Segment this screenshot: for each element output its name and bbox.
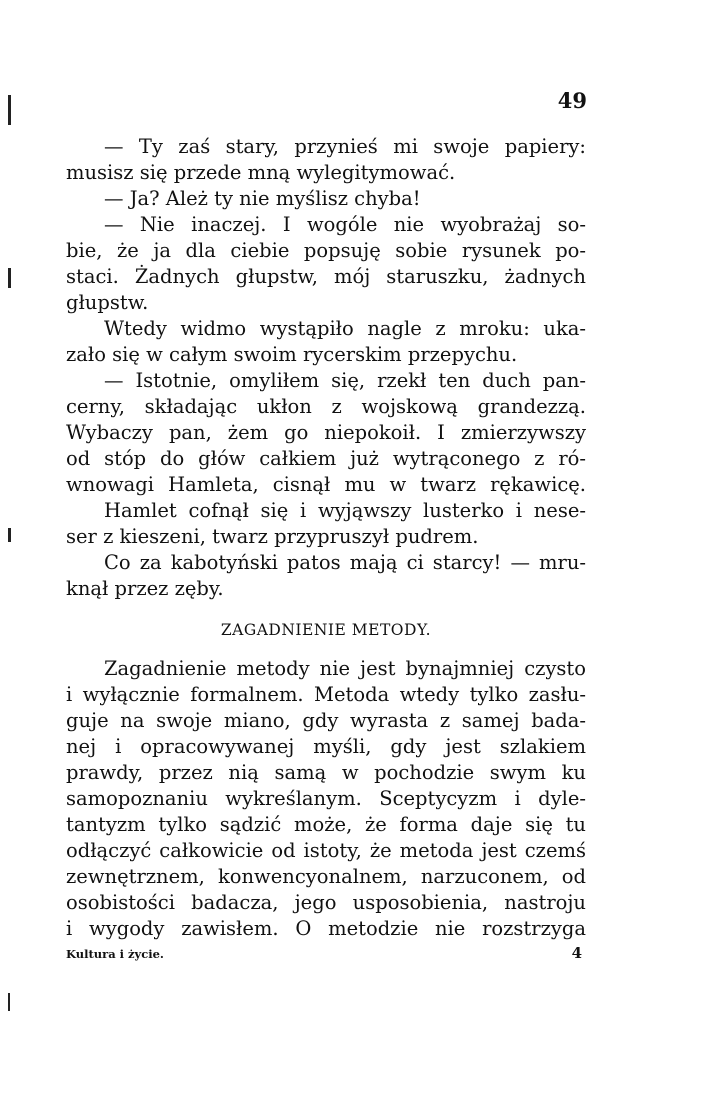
page-number: 49 [557,88,587,113]
paragraph [66,212,586,316]
text-line: i wygody zawisłem. O metodzie nie rozstrzyga [66,917,586,940]
paragraph [66,316,586,368]
footer-book-title: Kultura i życie. [66,947,164,961]
text-line: Wtedy widmo wystąpiło nagle z mroku: uka- [104,317,586,340]
text-line: samopoznaniu wykreślanym. Sceptycyzm i dyle- [66,787,586,810]
paragraphs-bottom [66,656,586,942]
paragraph [66,656,586,942]
text-line: Wybaczy pan, żem go niepokoił. I zmierzywszy [66,421,586,444]
text-line: wnowagi Hamleta, cisnął mu w twarz rękawicę. [66,473,586,496]
paragraph [66,134,586,186]
scan-mark [8,528,11,542]
text-line: bie, że ja dla ciebie popsuję sobie rysunek po- [66,239,586,262]
text-line: knął przez zęby. [66,577,224,600]
text-line: odłączyć całkowicie od istoty, że metoda jest czemś [66,839,586,862]
paragraphs-top [66,134,586,602]
text-line: cerny, składając ukłon z wojskową grandezzą. [66,395,586,418]
scan-mark [8,993,10,1011]
text-line: Hamlet cofnął się i wyjąwszy lusterko i nese- [104,499,586,522]
text-line: zało się w całym swoim rycerskim przepychu. [66,343,518,366]
text-line: — Ja? Ależ ty nie myślisz chyba! [104,187,421,210]
text-line: — Istotnie, omyliłem się, rzekł ten duch pan- [104,369,586,392]
text-line: głupstw. [66,291,149,314]
text-line: — Nie inaczej. I wogóle nie wyobrażaj so- [104,213,586,236]
text-line: guje na swoje miano, gdy wyrasta z samej bada- [66,709,586,732]
scan-mark [8,95,11,125]
section-heading: ZAGADNIENIE METODY. [220,621,432,639]
text-line: tantyzm tylko sądzić może, że forma daje się tu [66,813,586,836]
text-line: Zagadnienie metody nie jest bynajmniej czysto [104,657,586,680]
text-line: staci. Żadnych głupstw, mój staruszku, żadnych [66,265,586,288]
text-line: — Ty zaś stary, przynieś mi swoje papiery: [104,135,586,158]
paragraph [66,368,586,498]
text-line: osobistości badacza, jego usposobienia, nastroju [66,891,586,914]
text-line: Co za kabotyński patos mają ci starcy! — mru- [104,551,586,574]
text-line: i wyłącznie formalnem. Metoda wtedy tylko zasłu- [66,683,586,706]
paragraph [66,498,586,550]
text-block [66,134,586,942]
text-line: zewnętrznem, konwencyonalnem, narzuconem, od [66,865,586,888]
scan-mark [8,268,11,288]
text-line: od stóp do głów całkiem już wytrąconego z ró- [66,447,586,470]
paragraph [66,186,586,212]
page-footer [66,944,586,962]
text-line: musisz się przede mną wylegitymować. [66,161,456,184]
text-line: prawdy, przez nią samą w pochodzie swym ku [66,761,586,784]
footer-signature-mark: 4 [571,944,582,962]
text-line: nej i opracowywanej myśli, gdy jest szlakiem [66,735,586,758]
text-line: ser z kieszeni, twarz przypruszył pudrem. [66,525,479,548]
paragraph [66,550,586,602]
